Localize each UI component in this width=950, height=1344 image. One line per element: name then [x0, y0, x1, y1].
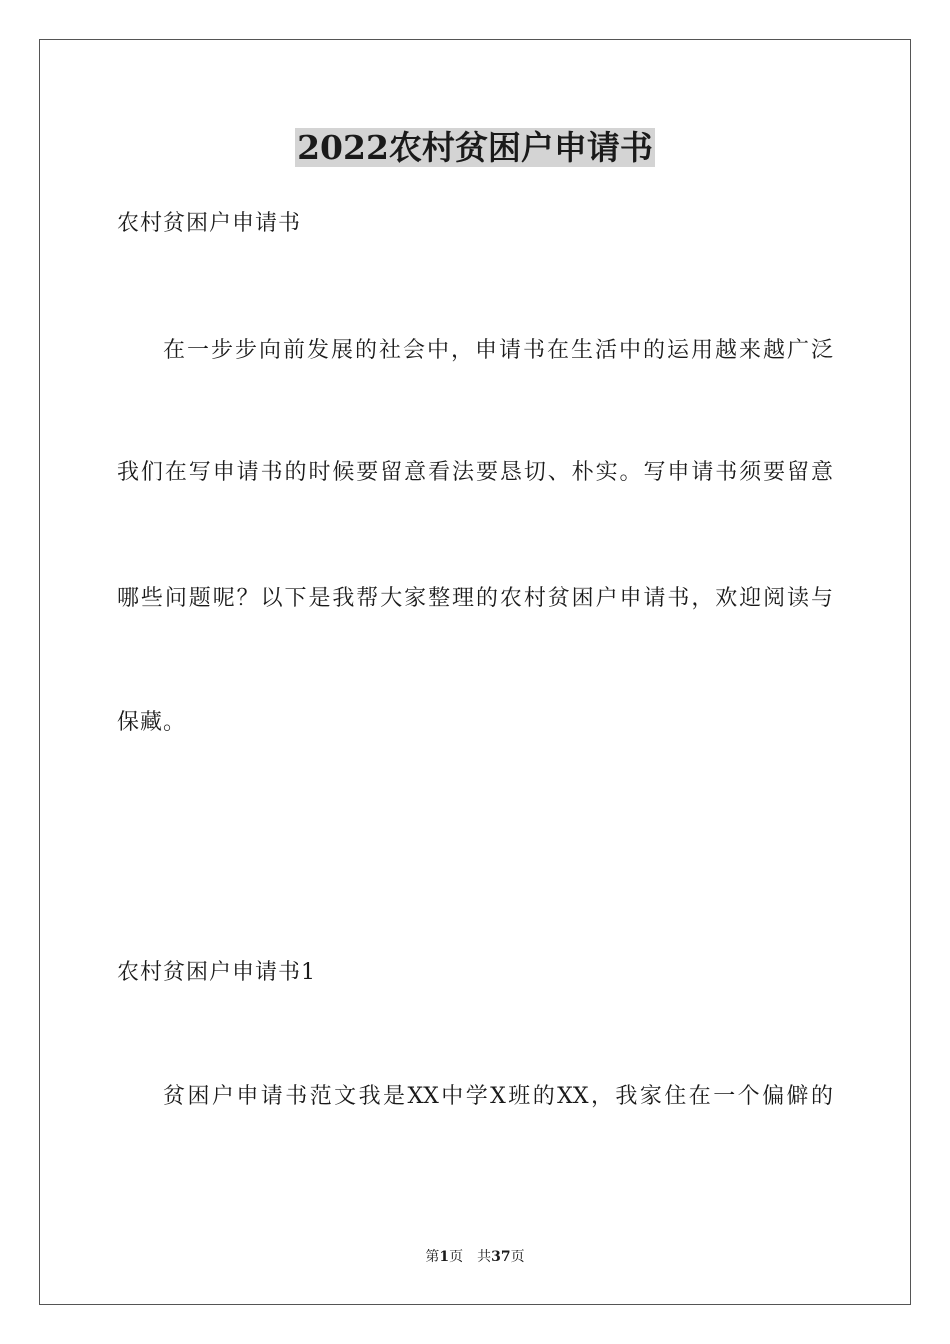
document-title-text: 2022农村贫困户申请书 [297, 128, 653, 167]
paragraph-line-4: 保藏。 [117, 710, 187, 735]
footer-total-suffix: 页 [510, 1249, 525, 1265]
footer-total-pages: 37 [491, 1249, 511, 1265]
document-title [0, 126, 950, 170]
footer-page-prefix: 第 [425, 1249, 440, 1265]
footer-page-number: 1 [439, 1249, 450, 1265]
section-paragraph-line-1: 贫困户申请书范文我是XX中学X班的XX，我家住在一个偏僻的 [163, 1084, 833, 1109]
paragraph-line-3: 哪些问题呢？以下是我帮大家整理的农村贫困户申请书，欢迎阅读与 [117, 586, 833, 611]
paragraph-line-2: 我们在写申请书的时候要留意看法要恳切、朴实。写申请书须要留意 [117, 460, 833, 485]
paragraph-line-1: 在一步步向前发展的社会中，申请书在生活中的运用越来越广泛 [163, 338, 833, 363]
document-subtitle: 农村贫困户申请书 [117, 211, 302, 236]
footer-page-suffix: 页 [449, 1249, 464, 1265]
section-heading: 农村贫困户申请书1 [117, 960, 316, 985]
page-footer [0, 1248, 950, 1266]
footer-total-prefix: 共 [477, 1249, 492, 1265]
